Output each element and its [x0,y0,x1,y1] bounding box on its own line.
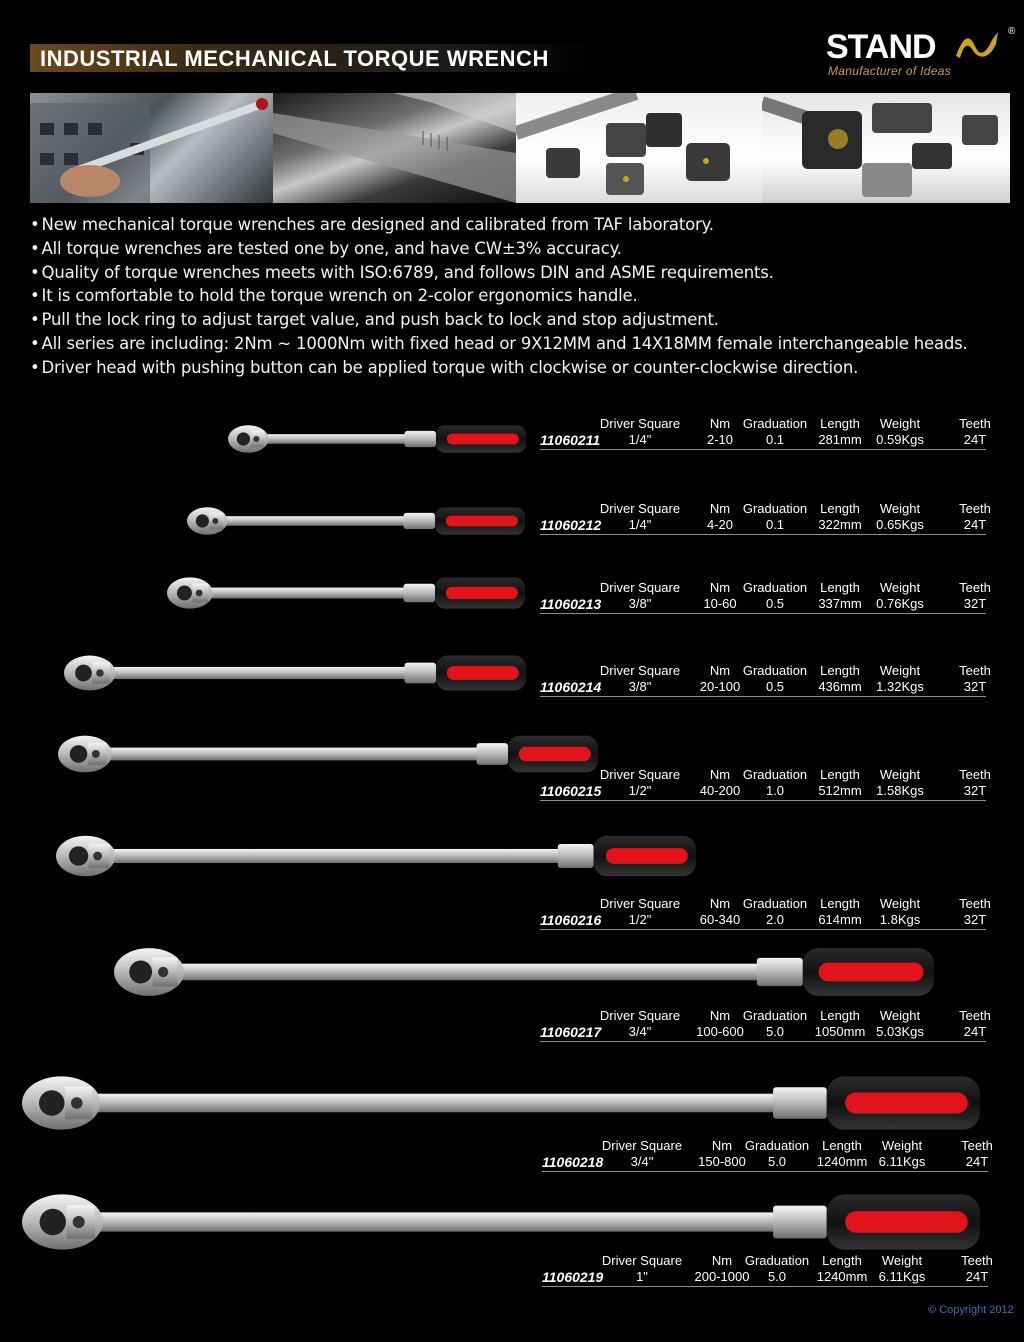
spec-value-weight: 1.8Kgs [879,912,921,927]
spec-header: Teeth [959,663,991,678]
spec-header: Teeth [959,580,991,595]
spec-value-graduation: 0.5 [765,679,785,694]
spec-header: Length [820,580,860,595]
spec-value-nm: 20-100 [699,679,741,694]
spec-header: Graduation [742,896,808,911]
spec-divider [540,449,986,450]
product-code: 11060219 [542,1269,604,1285]
spec-value-length: 436mm [818,679,862,694]
spec-header: Graduation [742,580,808,595]
spec-header: Teeth [959,767,991,782]
product-code: 11060214 [540,679,602,695]
spec-header: Weight [881,1138,923,1153]
page-title: INDUSTRIAL MECHANICAL TORQUE WRENCH [40,46,549,71]
spec-value-graduation: 0.5 [765,596,785,611]
spec-value-teeth: 24T [965,1154,989,1169]
spec-value-length: 281mm [818,432,862,447]
spec-value-length: 1240mm [816,1154,868,1169]
spec-header: Nm [711,1253,733,1268]
spec-header: Nm [709,896,731,911]
brand-name: STAND [826,28,936,66]
spec-value-driver-square: 3/8" [628,679,652,694]
spec-header: Length [820,663,860,678]
registered-mark: ® [1008,26,1016,37]
spec-value-teeth: 24T [965,1269,989,1284]
photo-head-fittings [762,93,1010,203]
spec-header: Driver Square [599,896,681,911]
feature-item: • Driver head with pushing button can be applied torque with clockwise or counter-clockwise direction. [30,356,1010,380]
spec-divider [540,613,986,614]
product-code: 11060211 [540,432,601,448]
torque-wrench-image [22,1192,980,1252]
spec-header: Driver Square [599,580,681,595]
spec-value-teeth: 32T [963,912,987,927]
spec-value-driver-square: 1/4" [628,517,652,532]
spec-header: Nm [709,501,731,516]
spec-header: Weight [879,1008,921,1023]
spec-value-graduation: 0.1 [765,432,785,447]
spec-value-teeth: 32T [963,783,987,798]
spec-value-driver-square: 1" [636,1269,648,1284]
spec-divider [540,1041,986,1042]
photo-engine-use [30,93,273,203]
product-spec [542,1253,993,1289]
spec-divider [540,929,986,930]
spec-header: Nm [709,767,731,782]
spec-value-teeth: 24T [963,517,987,532]
spec-header: Graduation [742,501,808,516]
spec-header: Teeth [959,501,991,516]
torque-wrench-image [114,946,934,998]
spec-header: Weight [879,580,921,595]
spec-header: Teeth [959,416,991,431]
product-code: 11060212 [540,517,602,533]
spec-value-weight: 6.11Kgs [878,1154,926,1169]
spec-header: Weight [879,896,921,911]
spec-header: Driver Square [599,501,681,516]
product-code: 11060217 [540,1024,602,1040]
spec-value-length: 512mm [818,783,862,798]
spec-value-graduation: 5.0 [767,1154,787,1169]
spec-header: Driver Square [601,1253,683,1268]
product-code: 11060213 [540,596,602,612]
spec-value-nm: 10-60 [703,596,737,611]
spec-value-teeth: 32T [963,679,987,694]
product-spec [540,767,991,803]
spec-header: Length [820,767,860,782]
spec-header: Graduation [742,767,808,782]
spec-value-teeth: 24T [963,1024,987,1039]
spec-header: Nm [709,416,731,431]
spec-header: Graduation [744,1253,810,1268]
spec-value-driver-square: 3/4" [630,1154,654,1169]
spec-header: Nm [709,580,731,595]
spec-header: Nm [709,663,731,678]
spec-value-graduation: 5.0 [767,1269,787,1284]
product-code: 11060215 [540,783,602,799]
spec-header: Length [820,1008,860,1023]
spec-header: Graduation [742,416,808,431]
stand-logo [826,28,1016,80]
product-spec [540,416,991,452]
spec-value-weight: 5.03Kgs [876,1024,924,1039]
copyright: © Copyright 2012 [928,1304,1014,1316]
torque-wrench-image [187,506,525,536]
spec-header: Length [822,1138,862,1153]
product-spec [540,896,991,932]
spec-header: Teeth [961,1253,993,1268]
product-code: 11060216 [540,912,602,928]
spec-value-weight: 6.11Kgs [878,1269,926,1284]
feature-item: • New mechanical torque wrenches are designed and calibrated from TAF laboratory. [30,213,1010,237]
spec-value-graduation: 1.0 [765,783,785,798]
spec-value-driver-square: 1/4" [628,432,652,447]
product-spec [540,663,991,699]
spec-header: Nm [709,1008,731,1023]
product-spec [540,580,991,616]
torque-wrench-image [58,734,598,774]
feature-item: • All series are including: 2Nm ~ 1000Nm with fixed head or 9X12MM and 14X18MM female interchangeable heads. [30,332,1010,356]
spec-header: Teeth [959,896,991,911]
brand-tagline: Manufacturer of Ideas [828,64,952,78]
spec-value-teeth: 24T [963,432,987,447]
spec-value-length: 337mm [818,596,862,611]
photo-interchangeable-heads [516,93,762,203]
spec-header: Length [820,501,860,516]
spec-value-graduation: 5.0 [765,1024,785,1039]
spec-value-weight: 0.65Kgs [876,517,924,532]
swoosh-icon [954,30,1006,60]
spec-header: Nm [711,1138,733,1153]
torque-wrench-image [228,424,526,454]
spec-header: Driver Square [599,767,681,782]
spec-value-graduation: 0.1 [765,517,785,532]
spec-header: Length [822,1253,862,1268]
feature-item: • Quality of torque wrenches meets with ISO:6789, and follows DIN and ASME requirements. [30,261,1010,285]
spec-header: Length [820,416,860,431]
product-photo-strip [30,93,1010,203]
torque-wrench-image [22,1074,980,1132]
spec-value-length: 1240mm [816,1269,868,1284]
spec-value-weight: 1.58Kgs [876,783,924,798]
spec-header: Weight [879,767,921,782]
spec-value-nm: 40-200 [699,783,741,798]
spec-value-nm: 4-20 [706,517,734,532]
spec-value-nm: 60-340 [699,912,741,927]
spec-header: Graduation [742,663,808,678]
spec-header: Weight [881,1253,923,1268]
product-spec [540,501,991,537]
spec-value-nm: 200-1000 [694,1269,750,1284]
spec-header: Graduation [742,1008,808,1023]
title-bar [30,44,592,72]
spec-divider [540,696,986,697]
spec-header: Teeth [959,1008,991,1023]
spec-value-graduation: 2.0 [765,912,785,927]
spec-divider [542,1171,988,1172]
spec-value-nm: 150-800 [698,1154,746,1169]
spec-value-weight: 1.32Kgs [876,679,924,694]
spec-value-length: 322mm [818,517,862,532]
feature-item: • All torque wrenches are tested one by one, and have CW±3% accuracy. [30,237,1010,261]
spec-header: Teeth [961,1138,993,1153]
spec-value-driver-square: 3/4" [628,1024,652,1039]
spec-value-teeth: 32T [963,596,987,611]
spec-value-length: 614mm [818,912,862,927]
spec-header: Weight [879,501,921,516]
spec-value-weight: 0.76Kgs [876,596,924,611]
spec-header: Graduation [744,1138,810,1153]
product-code: 11060218 [542,1154,604,1170]
spec-divider [540,800,986,801]
torque-wrench-image [56,834,696,878]
spec-value-driver-square: 3/8" [628,596,652,611]
product-spec [540,1008,991,1044]
spec-value-driver-square: 1/2" [628,783,652,798]
feature-item: • Pull the lock ring to adjust target value, and push back to lock and stop adjustment. [30,308,1010,332]
spec-divider [542,1286,988,1287]
torque-wrench-image [64,654,526,692]
spec-header: Driver Square [599,1008,681,1023]
spec-value-length: 1050mm [814,1024,866,1039]
feature-item: • It is comfortable to hold the torque wrench on 2-color ergonomics handle. [30,284,1010,308]
product-spec [542,1138,993,1174]
spec-header: Driver Square [599,416,681,431]
spec-value-nm: 2-10 [706,432,734,447]
spec-value-driver-square: 1/2" [628,912,652,927]
photo-handle-closeup [273,93,516,203]
spec-header: Length [820,896,860,911]
spec-header: Driver Square [601,1138,683,1153]
spec-header: Weight [879,663,921,678]
spec-value-weight: 0.59Kgs [876,432,924,447]
spec-value-nm: 100-600 [696,1024,744,1039]
spec-header: Weight [879,416,921,431]
feature-list [30,213,1010,380]
torque-wrench-image [167,576,525,610]
spec-divider [540,534,986,535]
spec-header: Driver Square [599,663,681,678]
